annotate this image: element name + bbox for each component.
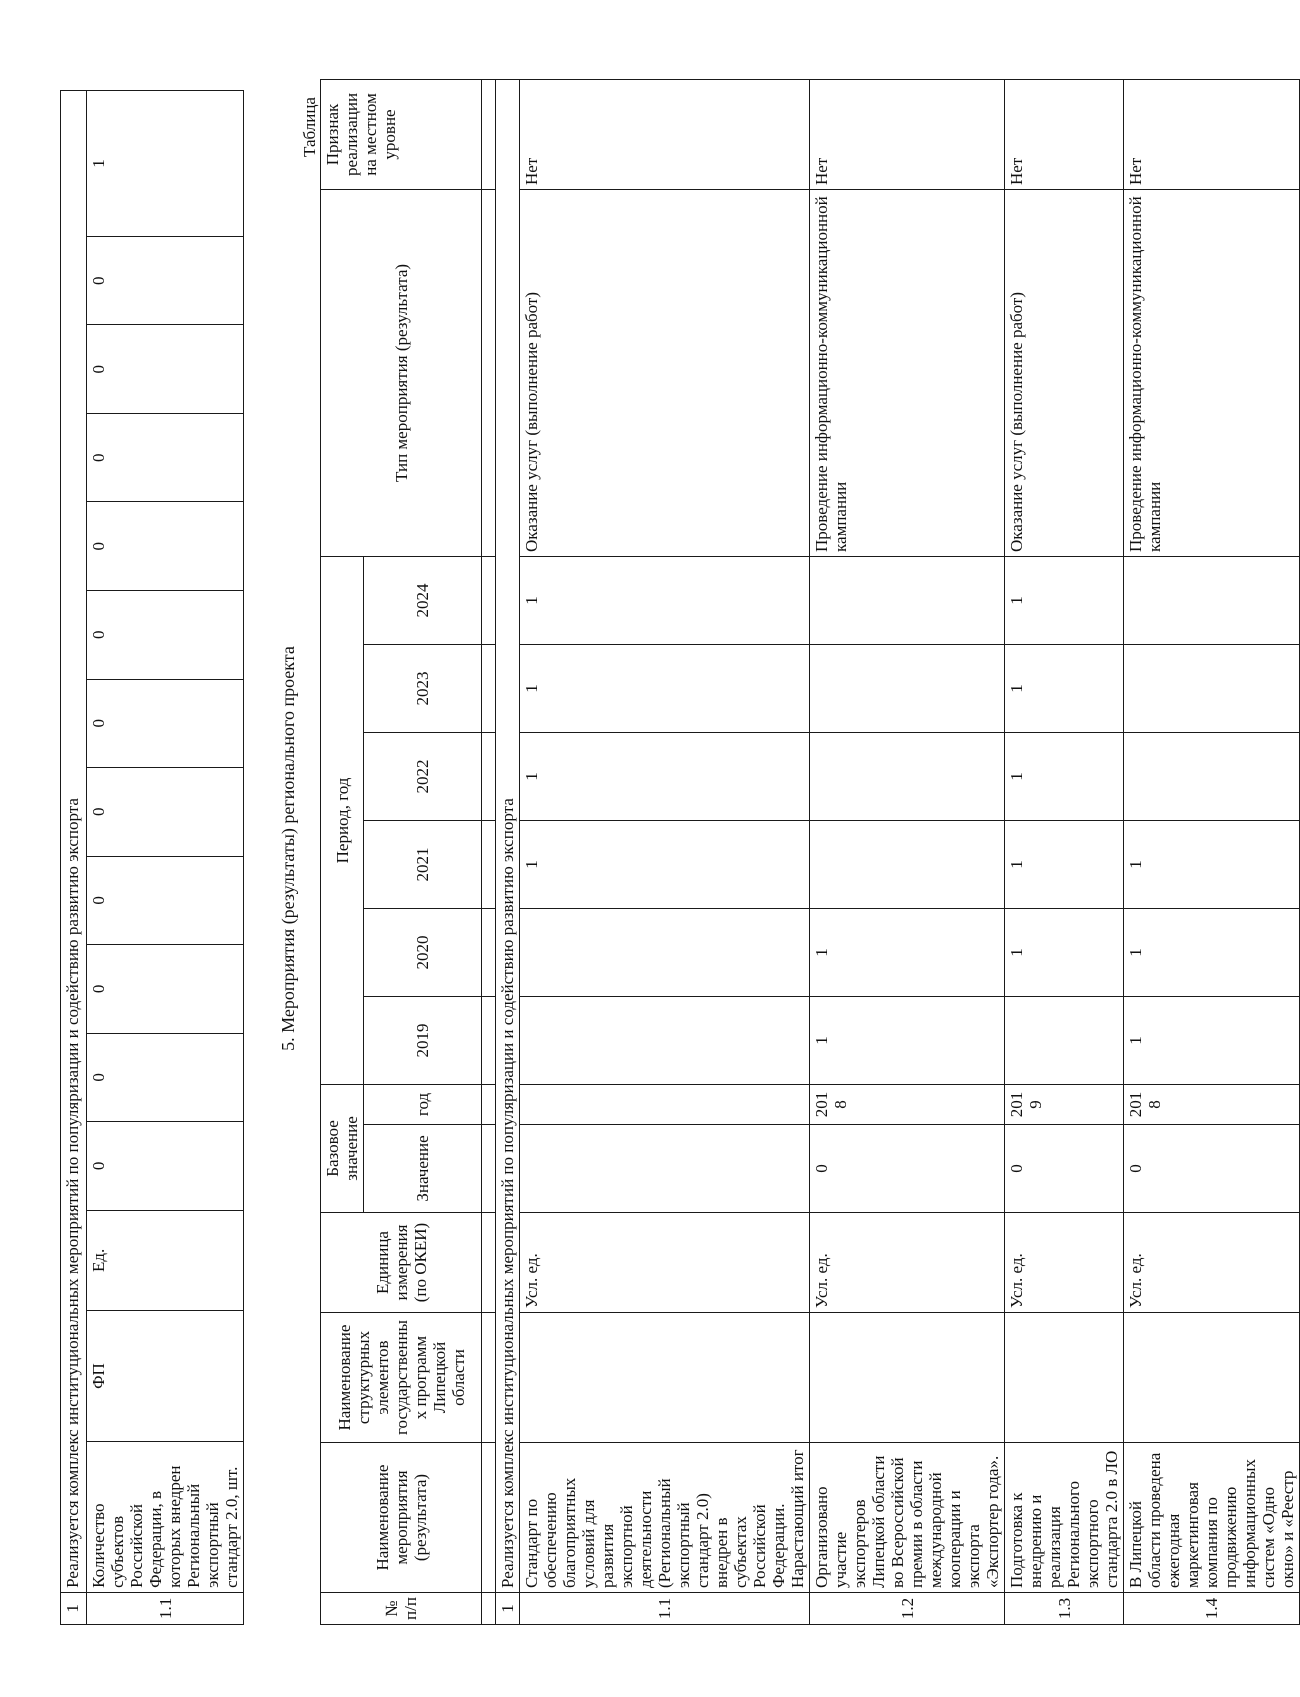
header-local: Признак реализации на местном уровне	[321, 79, 482, 189]
base-value-cell: 0	[810, 1125, 1005, 1213]
header-type: Тип мероприятия (результата)	[321, 189, 482, 556]
base-year-cell: 2018	[1124, 1084, 1300, 1124]
unit-cell: Усл. ед.	[1124, 1213, 1300, 1313]
table-caption: Таблица	[300, 97, 319, 157]
row-number: 1.2	[810, 1593, 1005, 1625]
local-level-flag: Нет	[1005, 79, 1124, 189]
col-number-cell	[482, 1213, 496, 1313]
value-cell: 0	[87, 768, 244, 857]
year-value-cell: 1	[1005, 556, 1124, 644]
header-year: 2023	[364, 644, 482, 732]
year-value-cell	[810, 820, 1005, 908]
measure-type: Оказание услуг (выполнение работ)	[520, 189, 810, 556]
year-value-cell	[520, 996, 810, 1084]
measure-name: В Липецкой области проведена ежегодная маркетинговая компания по продвижению информационных систем «Одно окно» и «Реестр	[1124, 1443, 1300, 1593]
local-level-flag: Нет	[810, 79, 1005, 189]
measures-table	[320, 79, 1300, 1625]
row-number: 1.1	[87, 1592, 244, 1624]
table-row	[1124, 79, 1300, 1624]
value-cell: 0	[87, 679, 244, 768]
year-value-cell	[1124, 556, 1300, 644]
year-value-cell: 1	[520, 820, 810, 908]
indicator-type: ФП	[87, 1311, 244, 1442]
year-value-cell	[1005, 996, 1124, 1084]
col-number-cell	[482, 556, 496, 644]
col-number-cell	[482, 644, 496, 732]
col-number-cell	[482, 820, 496, 908]
col-number-cell	[482, 1593, 496, 1625]
measure-type: Оказание услуг (выполнение работ)	[1005, 189, 1124, 556]
year-value-cell: 1	[1124, 908, 1300, 996]
base-year-cell: 2019	[1005, 1084, 1124, 1124]
header-unit: Единица измерения (по ОКЕИ)	[321, 1213, 482, 1313]
section-number: 1	[61, 1592, 87, 1624]
header-base-year: год	[364, 1084, 482, 1124]
value-cell: 0	[87, 236, 244, 325]
year-value-cell: 1	[810, 996, 1005, 1084]
indicator-unit: Ед.	[87, 1210, 244, 1311]
measure-type: Проведение информационно-коммуникационной кампании	[1124, 189, 1300, 556]
indicator-name: Количество субъектов Российской Федерации, в которых внедрен Региональный экспортный стандарт 2.0, шт.	[87, 1441, 244, 1592]
value-cell: 0	[87, 413, 244, 502]
base-value-cell: 0	[1124, 1125, 1300, 1213]
base-value-cell	[520, 1125, 810, 1213]
year-value-cell: 1	[520, 556, 810, 644]
section-title: Реализуется комплекс институциональных мероприятий по популяризации и содействию развитию экспорта	[496, 79, 520, 1592]
value-cell: 0	[87, 502, 244, 591]
section-title: Реализуется комплекс институциональных мероприятий по популяризации и содействию развитию экспорта	[61, 91, 87, 1593]
header-year: 2019	[364, 996, 482, 1084]
year-value-cell	[520, 908, 810, 996]
measure-name: Подготовка к внедрению и реализация Регионального экспортного стандарта 2.0 в ЛО	[1005, 1443, 1124, 1593]
unit-cell: Усл. ед.	[810, 1213, 1005, 1313]
year-value-cell	[810, 732, 1005, 820]
year-value-cell	[810, 644, 1005, 732]
structural-element	[1124, 1313, 1300, 1443]
value-cell: 0	[87, 1122, 244, 1211]
header-base: Базовое значение	[321, 1084, 364, 1212]
value-cell: 0	[87, 325, 244, 414]
col-number-cell	[482, 1443, 496, 1593]
year-value-cell: 1	[1124, 820, 1300, 908]
value-cell: 0	[87, 856, 244, 945]
structural-element	[1005, 1313, 1124, 1443]
value-cell: 0	[87, 945, 244, 1034]
year-value-cell: 1	[1005, 908, 1124, 996]
base-value-cell: 0	[1005, 1125, 1124, 1213]
header-period: Период, год	[321, 556, 364, 1084]
header-base-value: Значение	[364, 1125, 482, 1213]
row-number: 1.1	[520, 1593, 810, 1625]
value-cell: 1	[87, 91, 244, 237]
col-number-cell	[482, 189, 496, 556]
table-row	[1005, 79, 1124, 1624]
local-level-flag: Нет	[1124, 79, 1300, 189]
structural-element	[810, 1313, 1005, 1443]
value-cell: 0	[87, 591, 244, 680]
year-value-cell	[1124, 732, 1300, 820]
col-number-cell	[482, 1125, 496, 1213]
unit-cell: Усл. ед.	[520, 1213, 810, 1313]
year-value-cell: 1	[1005, 644, 1124, 732]
table-row	[810, 79, 1005, 1624]
section-number: 1	[496, 1593, 520, 1625]
structural-element	[520, 1313, 810, 1443]
year-value-cell: 1	[520, 644, 810, 732]
header-name: Наименование мероприятия (результата)	[321, 1443, 482, 1593]
row-number: 1.3	[1005, 1593, 1124, 1625]
year-value-cell: 1	[1005, 820, 1124, 908]
base-year-cell	[520, 1084, 810, 1124]
year-value-cell	[1124, 644, 1300, 732]
header-year: 2021	[364, 820, 482, 908]
row-number: 1.4	[1124, 1593, 1300, 1625]
col-number-cell	[482, 79, 496, 189]
col-number-cell	[482, 732, 496, 820]
table-row	[520, 79, 810, 1624]
header-num: № п/п	[321, 1593, 482, 1625]
year-value-cell: 1	[1005, 732, 1124, 820]
col-number-cell	[482, 1084, 496, 1124]
header-year: 2020	[364, 908, 482, 996]
year-value-cell: 1	[810, 908, 1005, 996]
year-value-cell: 1	[520, 732, 810, 820]
col-number-cell	[482, 996, 496, 1084]
unit-cell: Усл. ед.	[1005, 1213, 1124, 1313]
header-year: 2024	[364, 556, 482, 644]
table-row	[87, 91, 244, 1625]
year-value-cell	[810, 556, 1005, 644]
local-level-flag: Нет	[520, 79, 810, 189]
year-value-cell: 1	[1124, 996, 1300, 1084]
base-year-cell: 2018	[810, 1084, 1005, 1124]
measure-type: Проведение информационно-коммуникационной кампании	[810, 189, 1005, 556]
col-number-cell	[482, 1313, 496, 1443]
indicator-table	[60, 90, 244, 1625]
header-structural: Наименование структурных элементов государственных программ Липецкой области	[321, 1313, 482, 1443]
measure-name: Организовано участие экспортеров Липецкой области во Всероссийской премии в области международной кооперации и экспорта «Экспортер года».	[810, 1443, 1005, 1593]
measure-name: Стандарт по обеспечению благоприятных условий для развития экспортной деятельности (Региональный экспортный стандарт 2.0) внедрен в субъектах Российской Федерации. Нарастающий итог	[520, 1443, 810, 1593]
value-cell: 0	[87, 1033, 244, 1122]
col-number-cell	[482, 908, 496, 996]
header-year: 2022	[364, 732, 482, 820]
section-heading: 5. Мероприятия (результаты) регионального проекта	[278, 646, 298, 1051]
